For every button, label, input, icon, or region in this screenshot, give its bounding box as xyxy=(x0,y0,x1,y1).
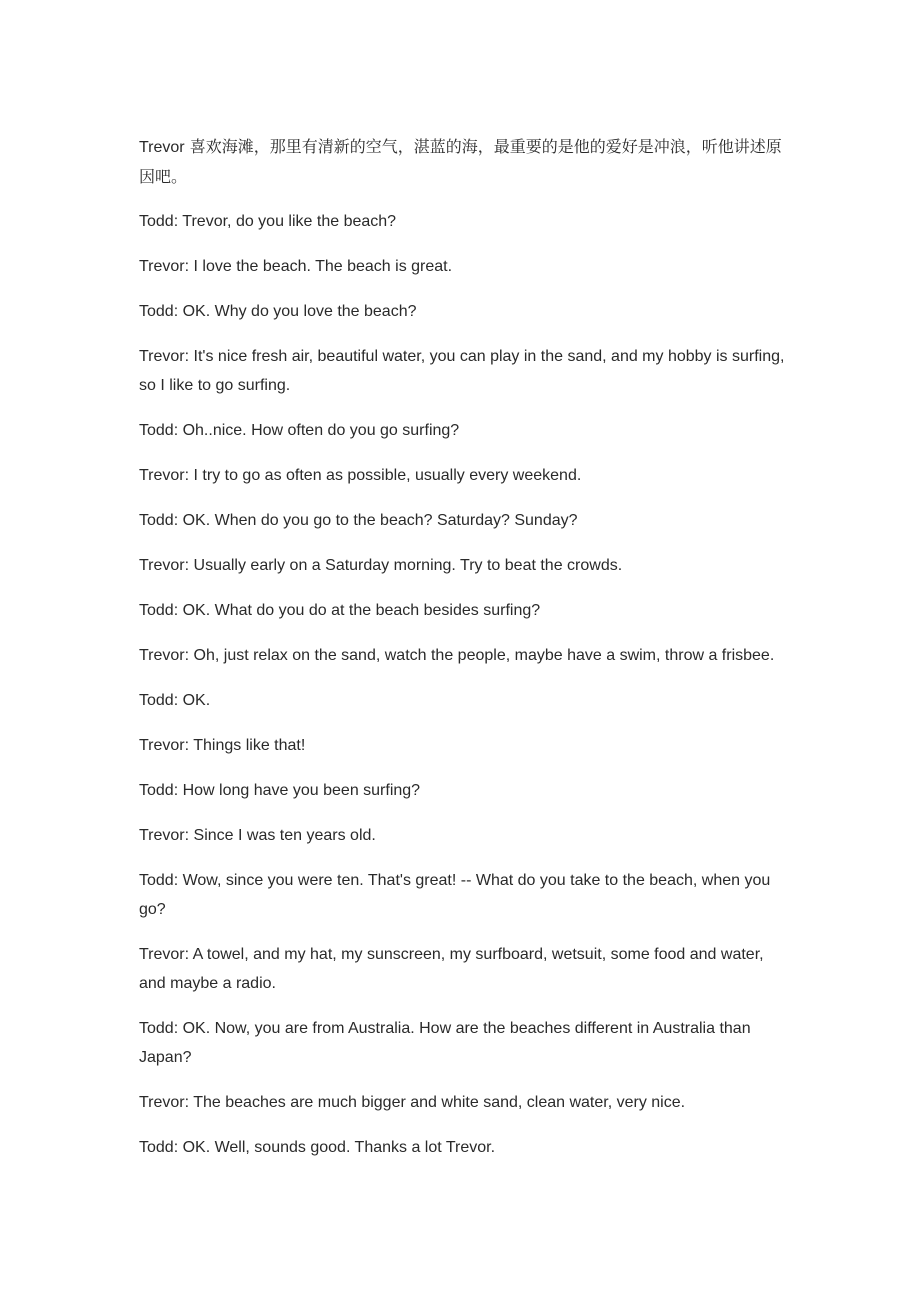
dialogue-line: Trevor: Things like that! xyxy=(139,737,306,754)
dialogue-line: Todd: OK. What do you do at the beach besides surfing? xyxy=(139,602,541,619)
dialogue-line: Trevor: The beaches are much bigger and white sand, clean water, very nice. xyxy=(139,1094,686,1111)
dialogue-line: Trevor: It's nice fresh air, beautiful water, you can play in the sand, and my hobby is surfing, so I like to go surfing. xyxy=(139,348,785,394)
dialogue-line: Todd: OK. xyxy=(139,692,211,709)
dialogue-line: Todd: OK. Now, you are from Australia. How are the beaches different in Australia than Japan? xyxy=(139,1020,751,1066)
intro-paragraph xyxy=(139,132,789,191)
intro-name: Trevor xyxy=(139,139,185,156)
dialogue-line: Trevor: Oh, just relax on the sand, watch the people, maybe have a swim, throw a frisbee. xyxy=(139,647,775,664)
dialogue-line: Todd: How long have you been surfing? xyxy=(139,782,421,799)
dialogue-line: Trevor: A towel, and my hat, my sunscreen, my surfboard, wetsuit, some food and water, and maybe a radio. xyxy=(139,946,764,992)
dialogue-line: Todd: Trevor, do you like the beach? xyxy=(139,213,397,230)
dialogue-line: Trevor: Since I was ten years old. xyxy=(139,827,376,844)
dialogue-line: Todd: OK. When do you go to the beach? Saturday? Sunday? xyxy=(139,512,578,529)
dialogue-line: Todd: Oh..nice. How often do you go surfing? xyxy=(139,422,460,439)
dialogue-line: Todd: OK. Well, sounds good. Thanks a lot Trevor. xyxy=(139,1139,496,1156)
dialogue-line: Trevor: I love the beach. The beach is great. xyxy=(139,258,453,275)
document-body xyxy=(139,132,789,1178)
intro-text: 喜欢海滩，那里有清新的空气，湛蓝的海，最重要的是他的爱好是冲浪，听他讲述原因吧。 xyxy=(139,137,782,186)
dialogue-line: Trevor: I try to go as often as possible, usually every weekend. xyxy=(139,467,582,484)
dialogue-line: Todd: OK. Why do you love the beach? xyxy=(139,303,417,320)
dialogue-line: Trevor: Usually early on a Saturday morning. Try to beat the crowds. xyxy=(139,557,623,574)
dialogue-line: Todd: Wow, since you were ten. That's great! -- What do you take to the beach, when you go? xyxy=(139,872,771,918)
